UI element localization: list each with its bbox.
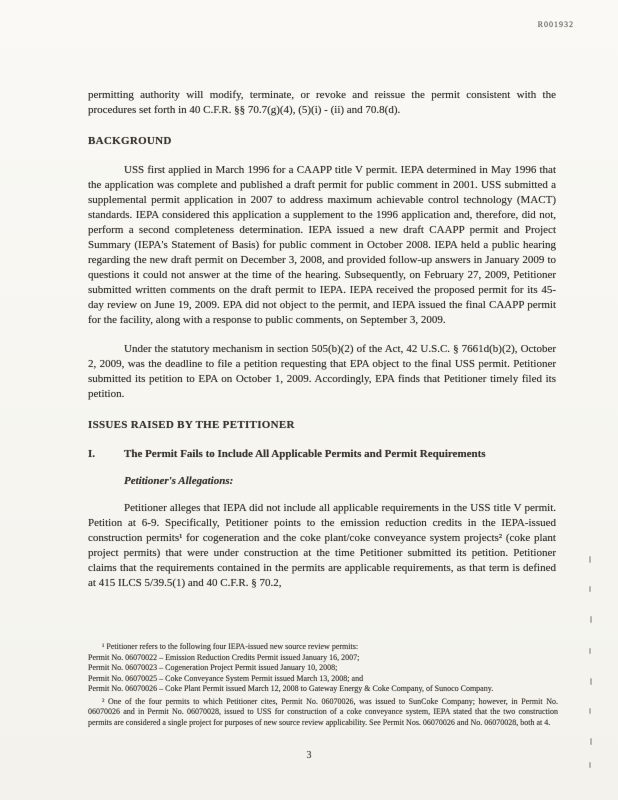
footnotes-section: [88, 642, 558, 728]
background-paragraph-1: USS first applied in March 1996 for a CAAPP title V permit. IEPA determined in May 1996 that the application was complete and published a draft permit for public comment in 2001. USS submitted a supplemental permit application in 2007 to address maximum achievable control technology (MACT) standards. IEPA considered this application a supplement to the 1996 application and, therefore, did not, perform a second completeness determination. IEPA issued a new draft CAAPP permit and Project Summary (IEPA's Statement of Basis) for public comment in October 2008. IEPA held a public hearing regarding the new draft permit on December 3, 2008, and provided follow-up answers in January 2009 to questions it could not answer at the time of the hearing. Subsequently, on February 27, 2009, Petitioner submitted written comments on the draft permit to IEPA. IEPA received the proposed permit for its 45-day review on June 19, 2009. EPA did not object to the permit, and IEPA issued the final CAAPP permit for the facility, along with a response to public comments, on September 3, 2009.: [88, 164, 556, 326]
footnote-1-permit-line: Permit No. 06070025 – Coke Conveyance System Permit issued March 13, 2008; and: [88, 673, 364, 683]
issue-title: The Permit Fails to Include All Applicable Permits and Permit Requirements: [124, 448, 486, 460]
issue-item-1: [88, 447, 556, 462]
footnote-2: ² One of the four permits to which Petitioner cites, Permit No. 06070026, was issued to SunCoke Company; however, in Permit No. 06070026 and in Permit No. 06070028, issued to USS for construction of a coke conveyance system, IEPA stated that the two construction permits are considered a single project for purposes of new source review applicability. See Permit Nos. 06070026 and No. 06070028, both at 4.: [88, 696, 558, 727]
scan-artifact-mark: [590, 738, 592, 745]
footnote-1-permit-line: Permit No. 06070022 – Emission Reduction Credits Permit issued January 16, 2007;: [88, 652, 360, 662]
scan-artifact-mark: [589, 556, 591, 563]
allegations-paragraph: Petitioner alleges that IEPA did not include all applicable requirements in the USS title V permit. Petition at 6-9. Specifically, Petitioner points to the emission reduction credits in the IEPA-issued construction permits¹ for cogeneration and the coke plant/coke conveyance system projects² (coke plant project permits) that were under construction at the time Petitioner submitted its petition. Petitioner claims that the requirements contained in the permits are applicable requirements, as that term is defined at 415 ILCS 5/39.5(1) and 40 C.F.R. § 70.2,: [88, 502, 556, 589]
continuation-paragraph: permitting authority will modify, terminate, or revoke and reissue the permit consistent with the procedures set forth in 40 C.F.R. §§ 70.7(g)(4), (5)(i) - (ii) and 70.8(d).: [88, 89, 556, 116]
footnote-1-permit-line: Permit No. 06070023 – Cogeneration Project Permit issued January 10, 2008;: [88, 663, 338, 672]
allegations-subheading: Petitioner's Allegations:: [124, 475, 234, 487]
page-number: 3: [306, 750, 312, 761]
footnote-1-permit-line: Permit No. 06070026 – Coke Plant Permit issued March 12, 2008 to Gateway Energy & Coke Company, of Sunoco Company.: [88, 684, 494, 693]
scan-artifact-mark: [589, 708, 591, 714]
document-reference-number: R001932: [537, 20, 574, 29]
scan-artifact-mark: [590, 616, 592, 623]
scan-artifact-mark: [589, 586, 591, 592]
background-heading: BACKGROUND: [88, 135, 172, 147]
scan-artifact-mark: [590, 678, 592, 685]
scan-artifact-mark: [589, 762, 591, 768]
footnote-1-intro: ¹ Petitioner refers to the following four IEPA-issued new source review permits:: [102, 642, 359, 651]
issue-number: I.: [88, 448, 96, 460]
background-paragraph-2: Under the statutory mechanism in section 505(b)(2) of the Act, 42 U.S.C. § 7661d(b)(2), October 2, 2009, was the deadline to file a petition requesting that EPA object to the final USS permit. Petitioner submitted its petition to EPA on October 1, 2009. Accordingly, EPA finds that Petitioner timely filed its petition.: [88, 343, 556, 400]
issues-heading: ISSUES RAISED BY THE PETITIONER: [88, 419, 295, 431]
document-body: [88, 88, 556, 605]
scan-artifact-mark: [589, 648, 591, 654]
